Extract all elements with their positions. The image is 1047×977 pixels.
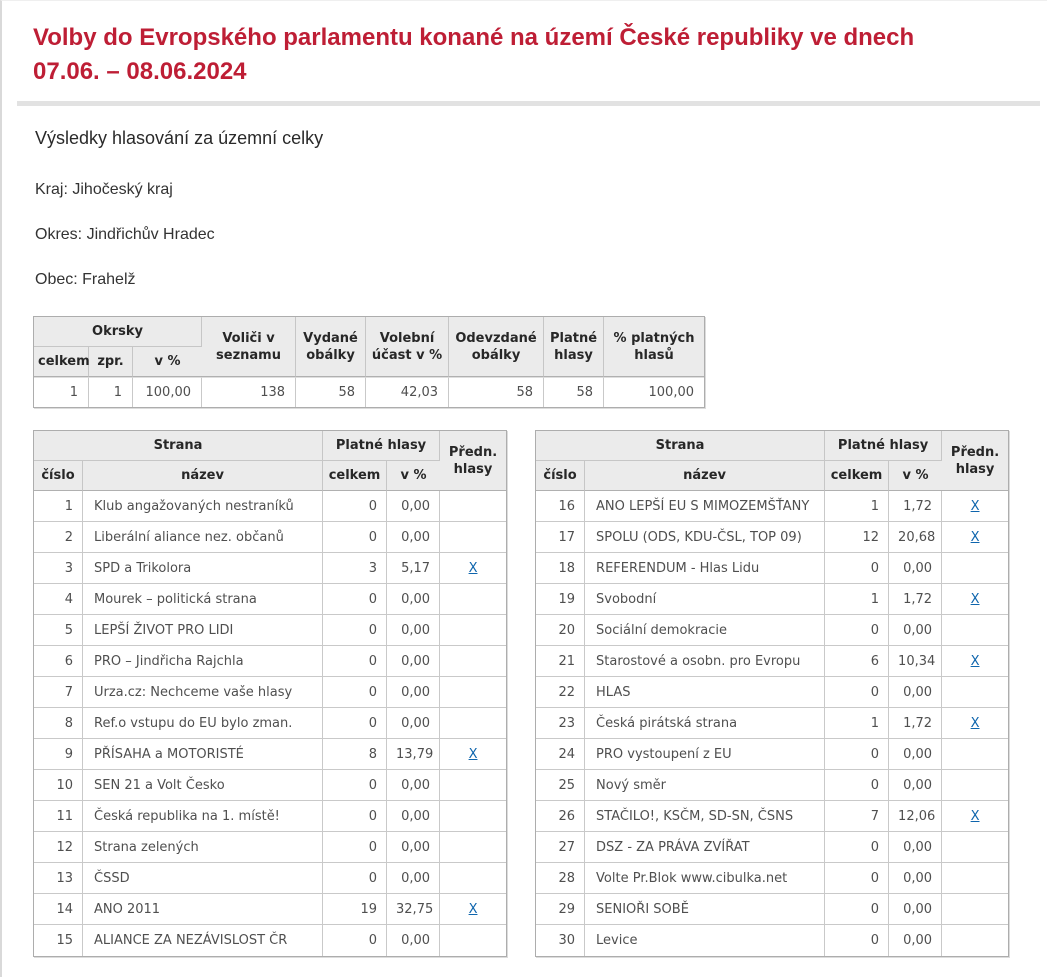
party-name-cell: REFERENDUM - Hlas Lidu bbox=[585, 553, 825, 584]
celkem-header: celkem bbox=[323, 461, 387, 491]
party-total-cell: 0 bbox=[323, 801, 387, 832]
party-total-cell: 19 bbox=[323, 894, 387, 925]
pref-votes-cell bbox=[440, 491, 506, 522]
pref-votes-cell bbox=[942, 863, 1008, 894]
party-row bbox=[34, 708, 506, 739]
party-percent-cell: 0,00 bbox=[387, 801, 440, 832]
kraj-value: Jihočeský kraj bbox=[72, 181, 173, 198]
kraj-line bbox=[35, 181, 1005, 199]
pref-votes-cell bbox=[942, 708, 1008, 739]
celkem-header: celkem bbox=[825, 461, 889, 491]
party-percent-cell: 0,00 bbox=[889, 863, 942, 894]
party-total-cell: 0 bbox=[825, 553, 889, 584]
party-name-cell: Strana zelených bbox=[83, 832, 323, 863]
party-row bbox=[536, 894, 1008, 925]
platne-hlasy-group-header: Platné hlasy bbox=[825, 431, 942, 461]
preferential-votes-link[interactable]: X bbox=[468, 560, 478, 576]
pref-votes-cell bbox=[440, 584, 506, 615]
pref-votes-cell bbox=[440, 863, 506, 894]
pct-platnych-hlasu-value: 100,00 bbox=[604, 377, 704, 407]
pref-votes-cell bbox=[440, 801, 506, 832]
party-name-cell: HLAS bbox=[585, 677, 825, 708]
party-number-cell: 14 bbox=[34, 894, 83, 925]
pref-votes-cell bbox=[942, 615, 1008, 646]
preferential-votes-link[interactable]: X bbox=[970, 498, 980, 514]
party-name-cell: STAČILO!, KSČM, SD-SN, ČSNS bbox=[585, 801, 825, 832]
okrsky-group-header: Okrsky bbox=[34, 317, 202, 347]
party-number-cell: 18 bbox=[536, 553, 585, 584]
section-heading: Výsledky hlasování za územní celky bbox=[35, 128, 324, 148]
obec-line bbox=[35, 271, 1005, 289]
party-name-cell: SPD a Trikolora bbox=[83, 553, 323, 584]
pref-votes-cell bbox=[942, 801, 1008, 832]
pref-votes-cell bbox=[440, 894, 506, 925]
party-number-cell: 16 bbox=[536, 491, 585, 522]
strana-group-header: Strana bbox=[34, 431, 323, 461]
party-name-cell: Mourek – politická strana bbox=[83, 584, 323, 615]
party-percent-cell: 5,17 bbox=[387, 553, 440, 584]
party-tables-row bbox=[33, 430, 1005, 957]
party-percent-cell: 0,00 bbox=[889, 832, 942, 863]
party-number-cell: 11 bbox=[34, 801, 83, 832]
party-number-cell: 3 bbox=[34, 553, 83, 584]
okrsky-v-pct-value: 100,00 bbox=[133, 377, 202, 407]
obec-label: Obec: bbox=[35, 271, 78, 288]
party-total-cell: 0 bbox=[323, 584, 387, 615]
okrsky-zpr-value: 1 bbox=[89, 377, 133, 407]
party-number-cell: 28 bbox=[536, 863, 585, 894]
okres-label: Okres: bbox=[35, 226, 83, 243]
party-number-cell: 10 bbox=[34, 770, 83, 801]
party-percent-cell: 1,72 bbox=[889, 491, 942, 522]
party-name-cell: SEN 21 a Volt Česko bbox=[83, 770, 323, 801]
party-row bbox=[536, 553, 1008, 584]
party-number-cell: 29 bbox=[536, 894, 585, 925]
party-name-cell: Klub angažovaných nestraníků bbox=[83, 491, 323, 522]
party-percent-cell: 0,00 bbox=[889, 925, 942, 956]
party-total-cell: 1 bbox=[825, 491, 889, 522]
nazev-header: název bbox=[83, 461, 323, 491]
party-total-cell: 0 bbox=[825, 863, 889, 894]
nazev-header: název bbox=[585, 461, 825, 491]
party-total-cell: 0 bbox=[323, 646, 387, 677]
party-name-cell: Urza.cz: Nechceme vaše hlasy bbox=[83, 677, 323, 708]
pref-votes-cell bbox=[440, 832, 506, 863]
party-total-cell: 0 bbox=[323, 677, 387, 708]
pref-votes-cell bbox=[440, 739, 506, 770]
preferential-votes-link[interactable]: X bbox=[970, 808, 980, 824]
party-total-cell: 0 bbox=[323, 615, 387, 646]
platne-hlasy-group-header: Platné hlasy bbox=[323, 431, 440, 461]
party-total-cell: 12 bbox=[825, 522, 889, 553]
page-title-line1: Volby do Evropského parlamentu konané na území České republiky ve dnech bbox=[33, 24, 915, 51]
party-row bbox=[34, 553, 506, 584]
party-percent-cell: 1,72 bbox=[889, 584, 942, 615]
party-row bbox=[536, 770, 1008, 801]
party-name-cell: Svobodní bbox=[585, 584, 825, 615]
party-row bbox=[34, 894, 506, 925]
cislo-header: číslo bbox=[536, 461, 585, 491]
party-total-cell: 0 bbox=[825, 739, 889, 770]
party-number-cell: 17 bbox=[536, 522, 585, 553]
party-number-cell: 2 bbox=[34, 522, 83, 553]
party-total-cell: 0 bbox=[825, 677, 889, 708]
party-row bbox=[34, 522, 506, 553]
party-name-cell: Volte Pr.Blok www.cibulka.net bbox=[585, 863, 825, 894]
party-total-cell: 1 bbox=[825, 584, 889, 615]
party-row bbox=[536, 925, 1008, 956]
party-percent-cell: 0,00 bbox=[889, 770, 942, 801]
party-total-cell: 0 bbox=[323, 925, 387, 956]
pref-votes-cell bbox=[440, 553, 506, 584]
pref-votes-cell bbox=[942, 739, 1008, 770]
party-name-cell: ANO LEPŠÍ EU S MIMOZEMŠŤANY bbox=[585, 491, 825, 522]
party-number-cell: 22 bbox=[536, 677, 585, 708]
party-name-cell: SENIOŘI SOBĚ bbox=[585, 894, 825, 925]
party-percent-cell: 0,00 bbox=[889, 739, 942, 770]
pref-votes-cell bbox=[440, 646, 506, 677]
party-total-cell: 3 bbox=[323, 553, 387, 584]
party-row bbox=[34, 615, 506, 646]
party-name-cell: Starostové a osobn. pro Evropu bbox=[585, 646, 825, 677]
strana-group-header: Strana bbox=[536, 431, 825, 461]
party-number-cell: 20 bbox=[536, 615, 585, 646]
okrsky-celkem-header: celkem bbox=[34, 347, 89, 377]
volici-v-seznamu-value: 138 bbox=[202, 377, 296, 407]
party-table-right bbox=[535, 430, 1009, 957]
party-row bbox=[536, 863, 1008, 894]
party-number-cell: 13 bbox=[34, 863, 83, 894]
party-percent-cell: 0,00 bbox=[889, 894, 942, 925]
party-percent-cell: 32,75 bbox=[387, 894, 440, 925]
party-number-cell: 24 bbox=[536, 739, 585, 770]
pref-votes-cell bbox=[440, 522, 506, 553]
party-percent-cell: 20,68 bbox=[889, 522, 942, 553]
page-title bbox=[33, 21, 1005, 89]
pref-votes-cell bbox=[440, 615, 506, 646]
pref-votes-cell bbox=[942, 894, 1008, 925]
pref-votes-cell bbox=[942, 832, 1008, 863]
party-name-cell: PŘÍSAHA a MOTORISTÉ bbox=[83, 739, 323, 770]
party-percent-cell: 0,00 bbox=[387, 708, 440, 739]
cislo-header: číslo bbox=[34, 461, 83, 491]
party-number-cell: 23 bbox=[536, 708, 585, 739]
party-name-cell: LEPŠÍ ŽIVOT PRO LIDI bbox=[83, 615, 323, 646]
pref-votes-cell bbox=[440, 770, 506, 801]
party-row bbox=[536, 832, 1008, 863]
party-row bbox=[536, 677, 1008, 708]
party-percent-cell: 1,72 bbox=[889, 708, 942, 739]
volebni-ucast-header: Volební účast v % bbox=[366, 317, 449, 377]
preferential-votes-link[interactable]: X bbox=[468, 746, 478, 762]
page bbox=[2, 1, 1047, 977]
party-percent-cell: 12,06 bbox=[889, 801, 942, 832]
party-name-cell: ČSSD bbox=[83, 863, 323, 894]
party-number-cell: 19 bbox=[536, 584, 585, 615]
kraj-label: Kraj: bbox=[35, 181, 68, 198]
party-name-cell: PRO vystoupení z EU bbox=[585, 739, 825, 770]
party-row bbox=[34, 770, 506, 801]
party-percent-cell: 0,00 bbox=[387, 584, 440, 615]
party-number-cell: 12 bbox=[34, 832, 83, 863]
pref-votes-cell bbox=[440, 925, 506, 956]
okres-line bbox=[35, 226, 1005, 244]
party-total-cell: 0 bbox=[825, 615, 889, 646]
party-name-cell: SPOLU (ODS, KDU-ČSL, TOP 09) bbox=[585, 522, 825, 553]
pref-votes-cell bbox=[440, 708, 506, 739]
party-row bbox=[536, 739, 1008, 770]
party-total-cell: 0 bbox=[825, 832, 889, 863]
pref-votes-cell bbox=[942, 584, 1008, 615]
okrsky-v-pct-header: v % bbox=[133, 347, 202, 377]
odevzdane-obalky-value: 58 bbox=[449, 377, 544, 407]
okres-value: Jindřichův Hradec bbox=[86, 226, 215, 243]
party-percent-cell: 0,00 bbox=[387, 863, 440, 894]
horizontal-divider bbox=[17, 101, 1040, 106]
v-pct-header: v % bbox=[889, 461, 942, 491]
party-row bbox=[34, 863, 506, 894]
party-row bbox=[34, 677, 506, 708]
party-number-cell: 26 bbox=[536, 801, 585, 832]
party-row bbox=[34, 584, 506, 615]
obec-value: Frahelž bbox=[82, 271, 136, 288]
party-row bbox=[536, 522, 1008, 553]
page-title-line2: 07.06. – 08.06.2024 bbox=[33, 58, 247, 85]
pref-votes-cell bbox=[440, 677, 506, 708]
vydane-obalky-value: 58 bbox=[296, 377, 366, 407]
party-number-cell: 4 bbox=[34, 584, 83, 615]
okrsky-zpr-header: zpr. bbox=[89, 347, 133, 377]
party-total-cell: 0 bbox=[323, 770, 387, 801]
vydane-obalky-header: Vydané obálky bbox=[296, 317, 366, 377]
party-name-cell: Ref.o vstupu do EU bylo zman. bbox=[83, 708, 323, 739]
party-total-cell: 0 bbox=[323, 708, 387, 739]
party-number-cell: 5 bbox=[34, 615, 83, 646]
party-row bbox=[536, 584, 1008, 615]
party-total-cell: 0 bbox=[323, 522, 387, 553]
party-percent-cell: 0,00 bbox=[387, 832, 440, 863]
party-number-cell: 6 bbox=[34, 646, 83, 677]
party-percent-cell: 0,00 bbox=[889, 553, 942, 584]
pref-votes-cell bbox=[942, 553, 1008, 584]
party-row bbox=[536, 708, 1008, 739]
preferential-votes-link[interactable]: X bbox=[970, 653, 980, 669]
party-name-cell: Česká republika na 1. místě! bbox=[83, 801, 323, 832]
party-table-left bbox=[33, 430, 507, 957]
party-total-cell: 0 bbox=[323, 832, 387, 863]
party-total-cell: 1 bbox=[825, 708, 889, 739]
party-name-cell: Levice bbox=[585, 925, 825, 956]
party-number-cell: 1 bbox=[34, 491, 83, 522]
party-total-cell: 0 bbox=[825, 770, 889, 801]
pct-platnych-hlasu-header: % platných hlasů bbox=[604, 317, 704, 377]
platne-hlasy-header: Platné hlasy bbox=[544, 317, 604, 377]
party-row bbox=[34, 739, 506, 770]
party-percent-cell: 0,00 bbox=[387, 615, 440, 646]
volebni-ucast-value: 42,03 bbox=[366, 377, 449, 407]
pref-votes-cell bbox=[942, 491, 1008, 522]
party-percent-cell: 0,00 bbox=[387, 491, 440, 522]
party-row bbox=[536, 646, 1008, 677]
v-pct-header: v % bbox=[387, 461, 440, 491]
party-row bbox=[34, 832, 506, 863]
party-name-cell: ALIANCE ZA NEZÁVISLOST ČR bbox=[83, 925, 323, 956]
pref-votes-cell bbox=[942, 770, 1008, 801]
pref-votes-cell bbox=[942, 925, 1008, 956]
summary-values-row bbox=[34, 377, 704, 407]
party-percent-cell: 10,34 bbox=[889, 646, 942, 677]
party-row bbox=[34, 925, 506, 956]
pref-votes-cell bbox=[942, 677, 1008, 708]
party-name-cell: Liberální aliance nez. občanů bbox=[83, 522, 323, 553]
party-name-cell: DSZ - ZA PRÁVA ZVÍŘAT bbox=[585, 832, 825, 863]
party-row bbox=[34, 491, 506, 522]
party-row bbox=[34, 646, 506, 677]
party-percent-cell: 0,00 bbox=[387, 770, 440, 801]
predn-hlasy-header: Předn. hlasy bbox=[942, 431, 1008, 491]
party-row bbox=[536, 801, 1008, 832]
party-name-cell: Nový směr bbox=[585, 770, 825, 801]
party-name-cell: PRO – Jindřicha Rajchla bbox=[83, 646, 323, 677]
party-percent-cell: 0,00 bbox=[889, 677, 942, 708]
party-row bbox=[536, 491, 1008, 522]
party-percent-cell: 0,00 bbox=[387, 925, 440, 956]
party-percent-cell: 0,00 bbox=[889, 615, 942, 646]
summary-table bbox=[33, 316, 705, 408]
party-row bbox=[536, 615, 1008, 646]
party-number-cell: 8 bbox=[34, 708, 83, 739]
preferential-votes-link[interactable]: X bbox=[970, 529, 980, 545]
preferential-votes-link[interactable]: X bbox=[970, 715, 980, 731]
party-total-cell: 7 bbox=[825, 801, 889, 832]
okrsky-celkem-value: 1 bbox=[34, 377, 89, 407]
odevzdane-obalky-header: Odevzdané obálky bbox=[449, 317, 544, 377]
party-total-cell: 0 bbox=[825, 925, 889, 956]
party-total-cell: 8 bbox=[323, 739, 387, 770]
party-number-cell: 25 bbox=[536, 770, 585, 801]
pref-votes-cell bbox=[942, 522, 1008, 553]
party-name-cell: ANO 2011 bbox=[83, 894, 323, 925]
party-percent-cell: 0,00 bbox=[387, 677, 440, 708]
platne-hlasy-value: 58 bbox=[544, 377, 604, 407]
party-number-cell: 7 bbox=[34, 677, 83, 708]
predn-hlasy-header: Předn. hlasy bbox=[440, 431, 506, 491]
party-name-cell: Česká pirátská strana bbox=[585, 708, 825, 739]
preferential-votes-link[interactable]: X bbox=[468, 901, 478, 917]
party-number-cell: 30 bbox=[536, 925, 585, 956]
party-total-cell: 0 bbox=[323, 863, 387, 894]
party-name-cell: Sociální demokracie bbox=[585, 615, 825, 646]
party-total-cell: 0 bbox=[825, 894, 889, 925]
party-number-cell: 21 bbox=[536, 646, 585, 677]
party-percent-cell: 0,00 bbox=[387, 522, 440, 553]
party-number-cell: 27 bbox=[536, 832, 585, 863]
party-number-cell: 15 bbox=[34, 925, 83, 956]
party-total-cell: 6 bbox=[825, 646, 889, 677]
party-total-cell: 0 bbox=[323, 491, 387, 522]
pref-votes-cell bbox=[942, 646, 1008, 677]
volici-v-seznamu-header: Voliči v seznamu bbox=[202, 317, 296, 377]
party-percent-cell: 0,00 bbox=[387, 646, 440, 677]
preferential-votes-link[interactable]: X bbox=[970, 591, 980, 607]
party-percent-cell: 13,79 bbox=[387, 739, 440, 770]
party-number-cell: 9 bbox=[34, 739, 83, 770]
party-row bbox=[34, 801, 506, 832]
